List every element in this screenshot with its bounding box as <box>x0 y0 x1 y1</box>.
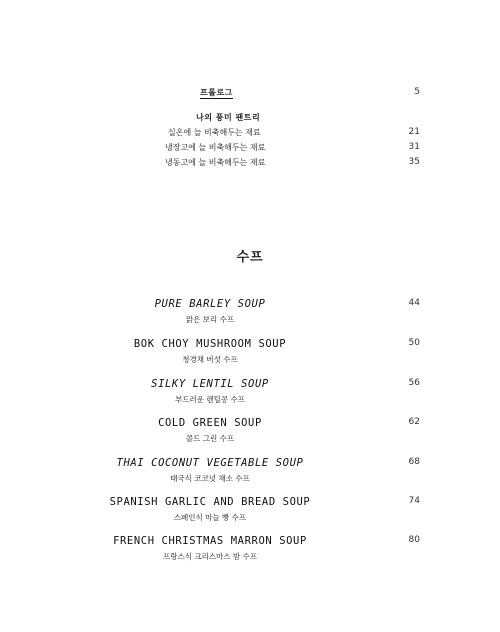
recipe-title-en[interactable]: PURE BARLEY SOUP <box>154 298 266 310</box>
recipe-title-ko: 스페인식 마늘 빵 수프 <box>173 513 247 522</box>
recipe-title-ko: 청경채 버섯 수프 <box>182 355 238 364</box>
recipe-title-en[interactable]: FRENCH CHRISTMAS MARRON SOUP <box>113 535 307 547</box>
recipe-page: 50 <box>408 338 420 348</box>
pantry-title[interactable]: 나의 풍미 팬트리 <box>196 113 261 122</box>
pantry-item[interactable]: 실온에 늘 비축해두는 재료 <box>168 128 261 137</box>
pantry-item[interactable]: 냉동고에 늘 비축해두는 재료 <box>165 158 266 167</box>
recipe-title-en[interactable]: BOK CHOY MUSHROOM SOUP <box>133 338 287 350</box>
recipe-page: 80 <box>408 535 420 545</box>
recipe-page: 62 <box>408 417 420 427</box>
recipe-page: 56 <box>408 378 420 388</box>
prologue-page: 5 <box>414 87 420 97</box>
recipe-page: 44 <box>408 298 420 308</box>
pantry-item[interactable]: 냉장고에 늘 비축해두는 재료 <box>165 143 266 152</box>
recipe-title-en[interactable]: THAI COCONUT VEGETABLE SOUP <box>116 457 304 469</box>
recipe-page: 68 <box>408 457 420 467</box>
recipe-title-en[interactable]: SPANISH GARLIC AND BREAD SOUP <box>109 496 311 508</box>
section-title: 수프 <box>236 250 264 265</box>
recipe-title-en[interactable]: COLD GREEN SOUP <box>158 417 262 429</box>
recipe-title-ko: 부드러운 렌틸콩 수프 <box>175 395 245 404</box>
recipe-title-en[interactable]: SILKY LENTIL SOUP <box>151 378 269 390</box>
recipe-title-ko: 프랑스식 크리스마스 밤 수프 <box>162 552 258 561</box>
pantry-item-page: 35 <box>408 157 420 167</box>
recipe-title-ko: 태국식 코코넛 채소 수프 <box>170 474 250 483</box>
recipe-page: 74 <box>408 496 420 506</box>
recipe-title-ko: 맑은 보리 수프 <box>185 315 235 324</box>
pantry-item-page: 31 <box>408 142 420 152</box>
recipe-title-ko: 콜드 그린 수프 <box>185 434 235 443</box>
pantry-item-page: 21 <box>408 127 420 137</box>
prologue-title[interactable]: 프롤로그 <box>200 88 233 97</box>
